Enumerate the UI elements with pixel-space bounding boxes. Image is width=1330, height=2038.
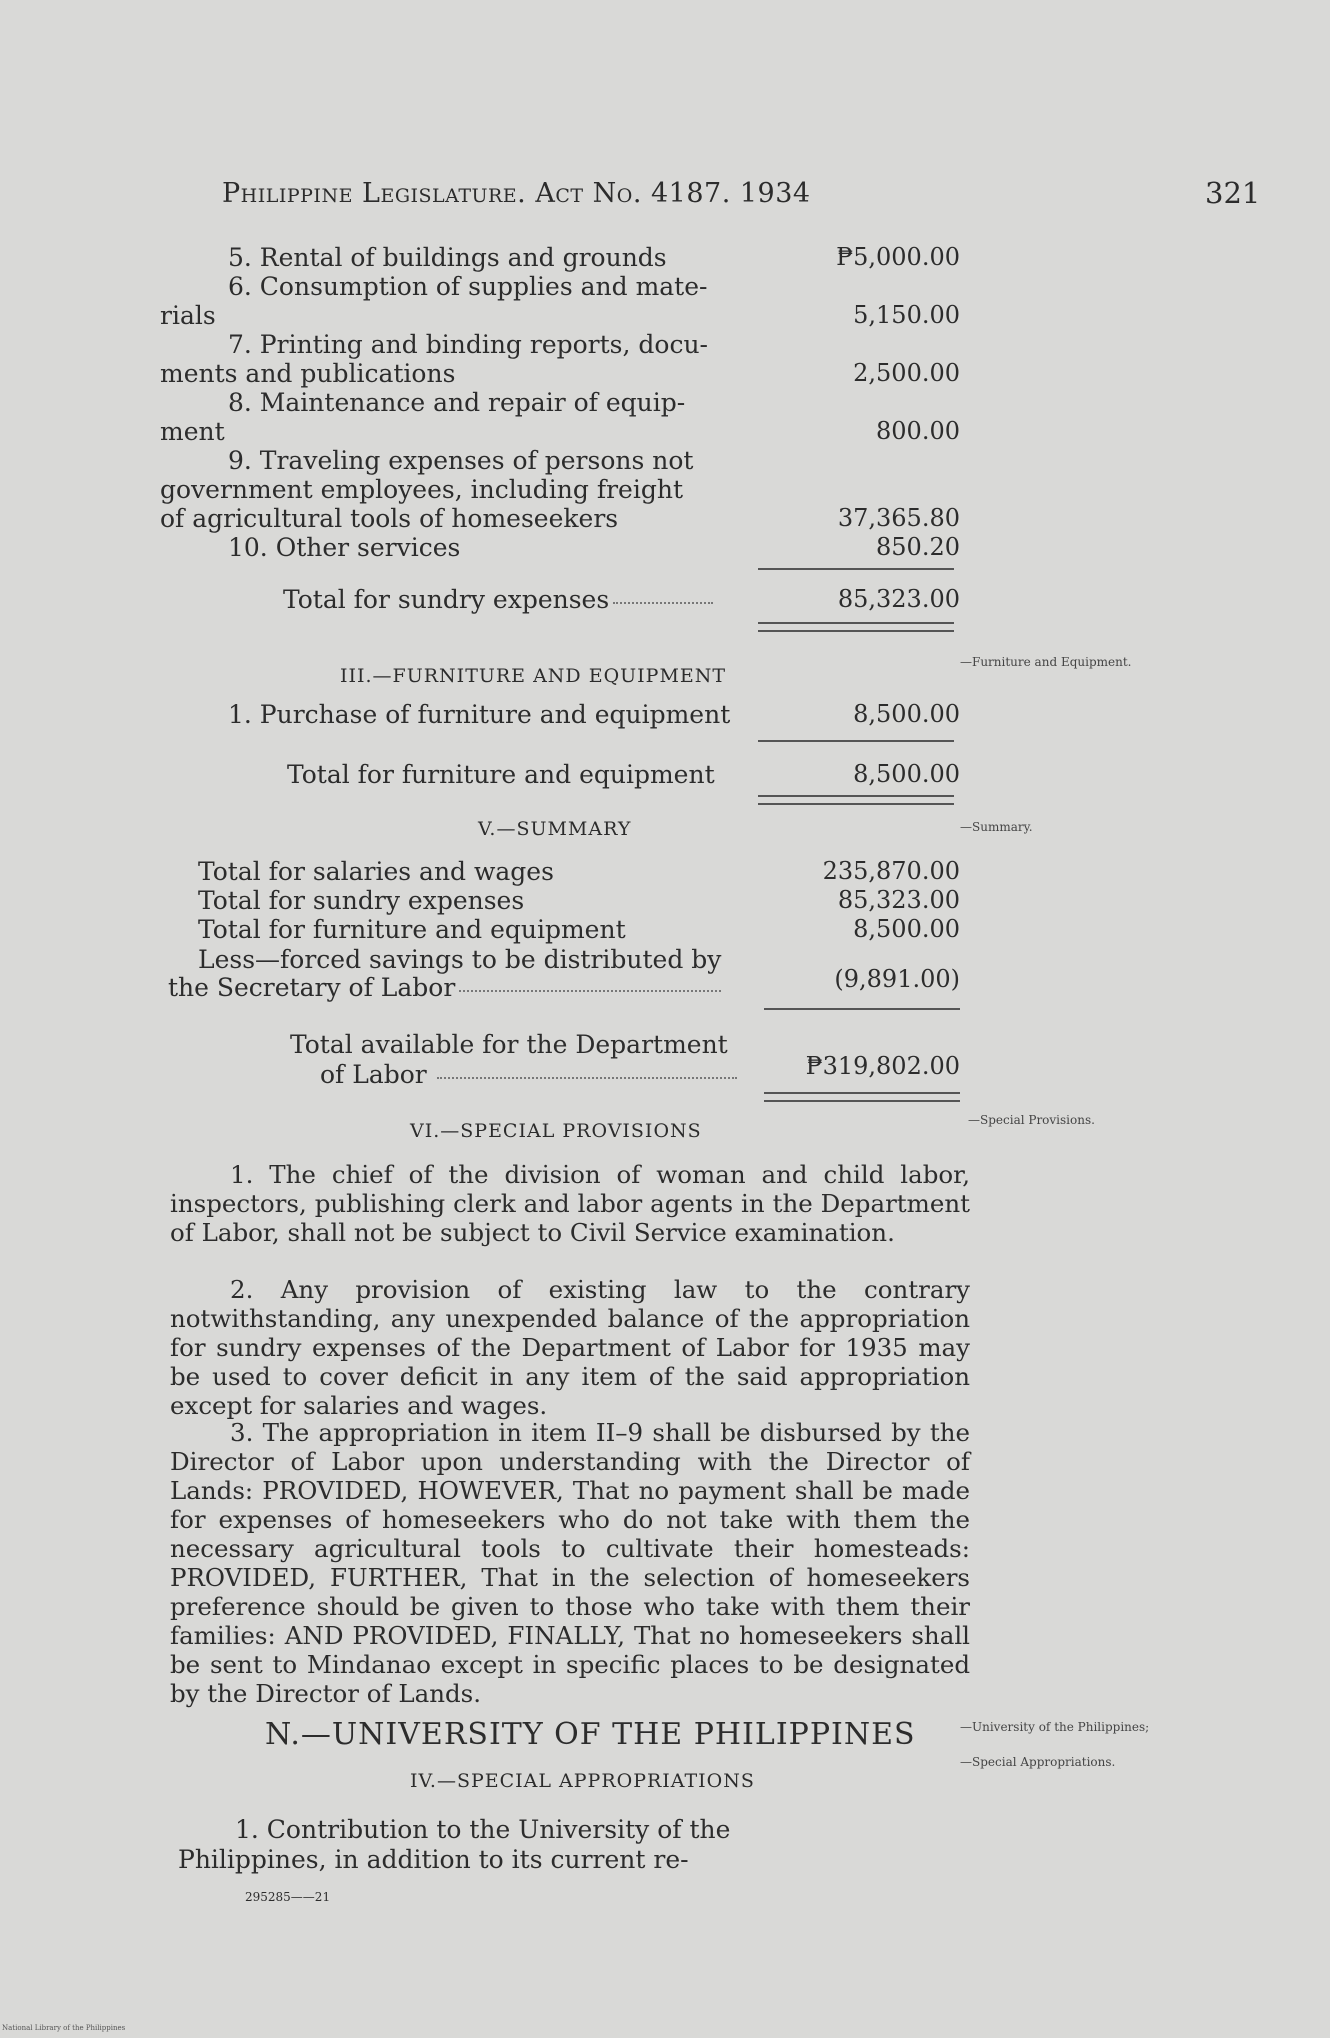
department-total-line1: Total available for the Department [290,1030,728,1059]
summary-row-label: Total for salaries and wages [198,857,554,886]
contribution-line2: Philippines, in addition to its current re- [178,1845,689,1874]
furniture-margin-note: —Furniture and Equipment. [960,655,1132,669]
special-provisions-margin-note: —Special Provisions. [968,1113,1095,1127]
total-double-rule [758,795,954,805]
sundry-item-amount: 850.20 [876,533,960,561]
page-number: 321 [1205,176,1261,210]
sundry-item-line: of agricultural tools of homeseekers [160,504,619,533]
contribution-line1: 1. Contribution to the University of the [235,1815,731,1844]
sundry-item-line: rials [160,301,216,330]
furniture-item-label: 1. Purchase of furniture and equipment [228,700,731,729]
university-heading: N.—UNIVERSITY OF THE PHILIPPINES [265,1717,916,1752]
sundry-item-line: 7. Printing and binding reports, docu- [228,330,708,359]
provision-2: 2. Any provision of existing law to the contrary notwithstanding, any unexpended balance of the appropriation for sundry expenses of the Department of Labor for 1935 may be used to cover deficit in any item of the said appropriation except for salaries and wages. [170,1275,970,1420]
sundry-item-amount: 5,150.00 [853,301,960,329]
subtotal-rule [758,740,954,742]
sundry-item-amount: 2,500.00 [853,359,960,387]
department-total-amount: ₱319,802.00 [805,1052,960,1080]
special-provisions-heading: VI.—SPECIAL PROVISIONS [410,1120,702,1142]
summary-row-amount: 235,870.00 [822,857,960,885]
furniture-heading: III.—FURNITURE AND EQUIPMENT [340,665,727,687]
running-title: Philippine Legislature. Act No. 4187. 1934 [222,178,811,209]
provision-3: 3. The appropriation in item II–9 shall be disbursed by the Director of Labor upon understanding with the Director of Lands: PROVIDED, HOWEVER, That no payment shall be made for expenses of homeseekers who do not take with them the necessary agricultural tools to cultivate their homesteads: PROVIDED, FURTHER, That in the selection of homeseekers preference should be given to those who take with them their families: AND PROVIDED, FINALLY, That no homeseekers shall be sent to Mindanao except in specific places to be designated by the Director of Lands. [170,1418,970,1708]
summary-row-amount: 85,323.00 [837,886,960,914]
subtotal-rule [758,568,954,570]
subtotal-rule [764,1008,960,1010]
summary-heading: V.—SUMMARY [478,818,632,840]
furniture-item-amount: 8,500.00 [853,700,960,728]
total-double-rule [764,1092,960,1102]
sundry-item-amount: ₱5,000.00 [836,243,960,271]
sundry-item-line: 5. Rental of buildings and grounds [228,243,667,272]
university-margin-note: —University of the Philippines; [960,1720,1150,1734]
forced-savings-amount: (9,891.00) [834,965,960,993]
sundry-item-line: ment [160,417,225,446]
department-total-line2: of Labor [320,1060,737,1089]
sundry-item-line: 8. Maintenance and repair of equip- [228,388,686,417]
forced-savings-line1: Less—forced savings to be distributed by [198,945,722,974]
scan-credit: National Library of the Philippines [2,2024,126,2032]
furniture-total-amount: 8,500.00 [853,760,960,788]
sundry-item-line: 10. Other services [228,533,461,562]
sundry-item-line: 9. Traveling expenses of persons not [228,446,694,475]
printer-signature: 295285——21 [245,1890,331,1904]
sundry-item-line: government employees, including freight [160,475,683,504]
total-double-rule [758,622,954,632]
sundry-item-line: ments and publications [160,359,456,388]
summary-row-amount: 8,500.00 [853,915,960,943]
furniture-total-label: Total for furniture and equipment [287,760,715,789]
provision-1: 1. The chief of the division of woman and child labor, inspectors, publishing clerk and labor agents in the Department of Labor, shall not be subject to Civil Service examination. [170,1160,970,1247]
summary-margin-note: —Summary. [960,820,1033,834]
sundry-total-amount: 85,323.00 [837,585,960,613]
special-appropriations-heading: IV.—SPECIAL APPROPRIATIONS [410,1770,755,1792]
special-appropriations-margin-note: —Special Appropriations. [960,1755,1116,1769]
summary-row-label: Total for furniture and equipment [198,915,626,944]
forced-savings-line2: the Secretary of Labor [168,973,721,1002]
sundry-item-amount: 800.00 [876,417,960,445]
summary-row-label: Total for sundry expenses [198,886,525,915]
sundry-item-amount: 37,365.80 [837,504,960,532]
sundry-total-label: Total for sundry expenses [283,585,713,614]
sundry-item-line: 6. Consumption of supplies and mate- [228,272,708,301]
